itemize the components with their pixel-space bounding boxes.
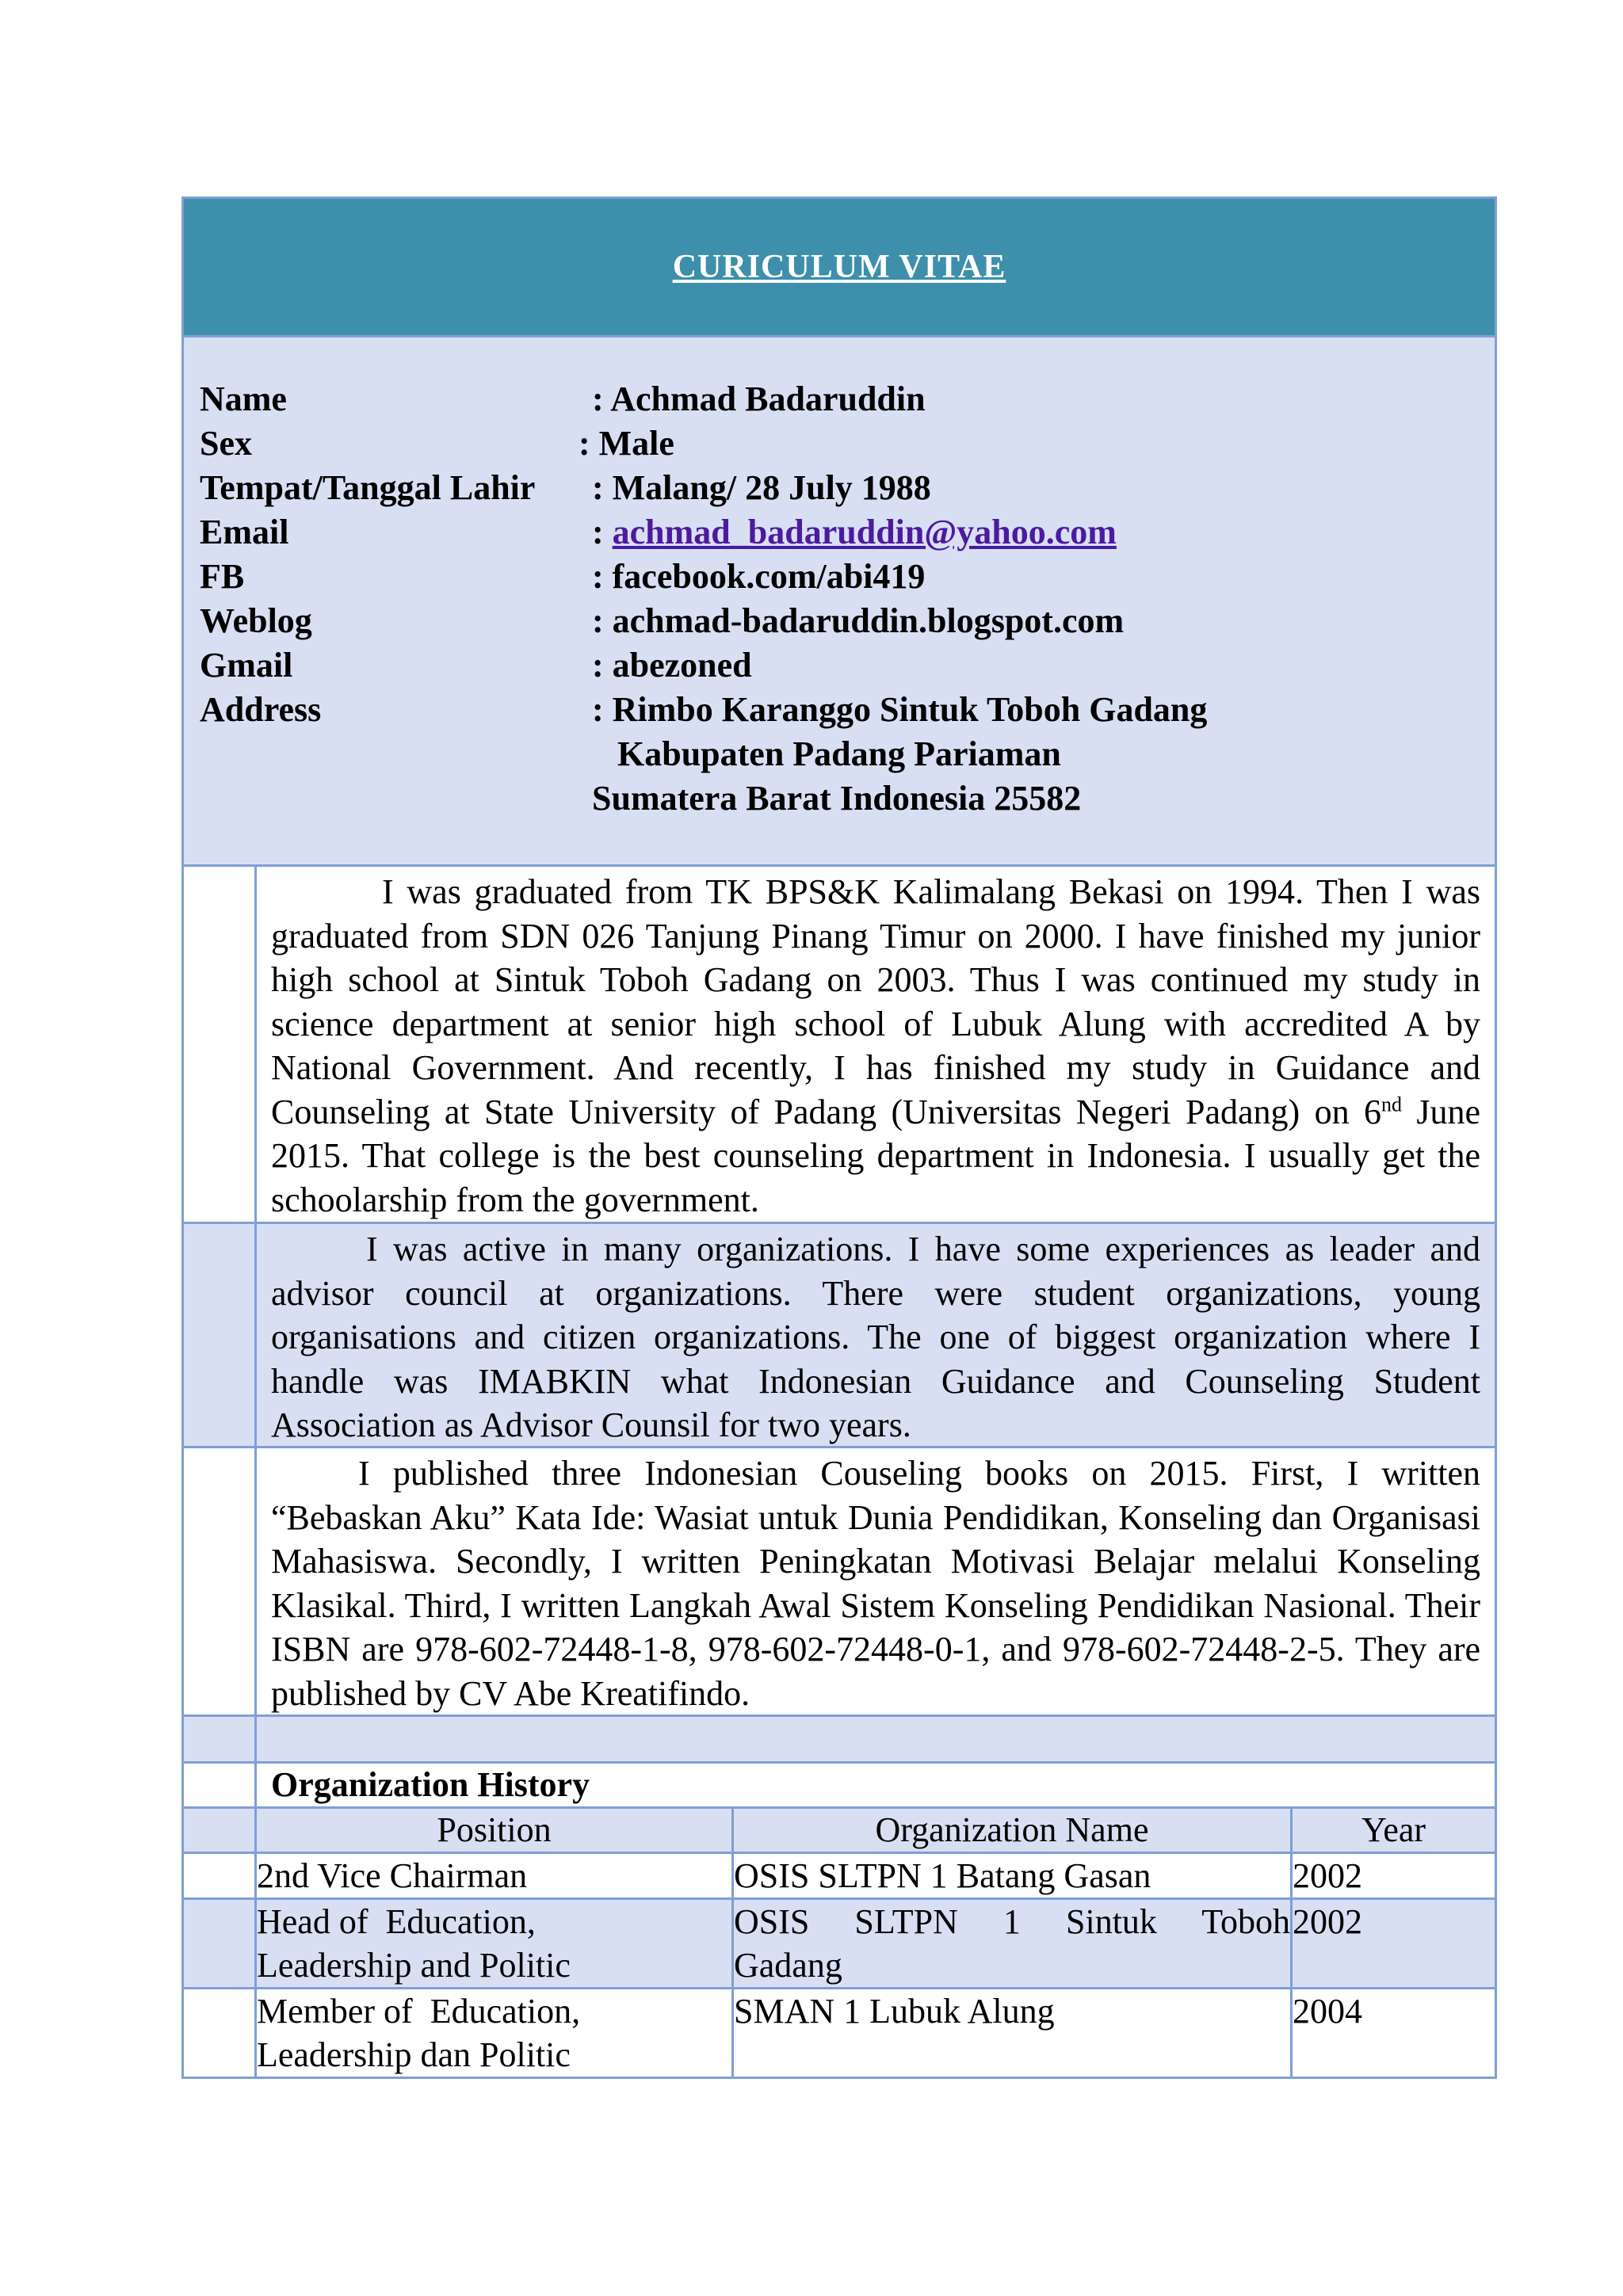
pi-gmail-row xyxy=(200,643,1495,688)
weblog-value: : achmad-badaruddin.blogspot.com xyxy=(592,601,1125,640)
pi-sex-row xyxy=(200,421,1495,466)
position-line-2: Leadership dan Politic xyxy=(257,2035,571,2074)
org-history-title: Organization History xyxy=(271,1765,590,1804)
gmail-value: : abezoned xyxy=(592,646,752,685)
org-history-title-cell xyxy=(256,1763,1496,1808)
email-value-wrap xyxy=(592,510,1117,555)
table-row xyxy=(183,1899,1496,1989)
cv-table xyxy=(181,196,1497,2079)
blank-cell xyxy=(183,866,256,1223)
gmail-label: Gmail xyxy=(200,646,293,685)
blank-cell xyxy=(183,1808,256,1853)
sex-value: : Male xyxy=(579,424,674,463)
year-cell: 2004 xyxy=(1292,1989,1496,2078)
position-header: Position xyxy=(256,1808,733,1853)
blank-cell xyxy=(183,1853,256,1899)
position-line-1: Member of Education, xyxy=(257,1992,581,2031)
organizations-text: I was active in many organizations. I have some experiences as leader and advisor council at organizations. There were student organizations, young organisations and citizen organizations. The one of biggest organization where I handle was IMABKIN what Indonesian Guidance and Counseling Student Association as Advisor Counsil for two years. xyxy=(271,1230,1481,1444)
email-link[interactable]: achmad_badaruddin@yahoo.com xyxy=(612,513,1117,551)
pi-name-row xyxy=(200,377,1495,421)
position-line-1: Head of Education, xyxy=(257,1902,536,1941)
blank-cell xyxy=(183,1899,256,1989)
pi-address-row xyxy=(200,688,1495,732)
birth-value: : Malang/ 28 July 1988 xyxy=(592,468,931,507)
organization-cell: SMAN 1 Lubuk Alung xyxy=(733,1989,1292,2078)
education-paragraph xyxy=(257,867,1495,1222)
organization-cell xyxy=(733,1899,1292,1989)
organization-line-1: OSIS SLTPN 1 Sintuk Toboh xyxy=(734,1902,1290,1941)
blank-cell xyxy=(183,1989,256,2078)
organizations-cell xyxy=(256,1223,1496,1447)
birth-label: Tempat/Tanggal Lahir xyxy=(200,468,536,507)
year-cell: 2002 xyxy=(1292,1853,1496,1899)
spacer-cell xyxy=(256,1716,1496,1763)
education-cell xyxy=(256,866,1496,1223)
address-value: : Rimbo Karanggo Sintuk Toboh Gadang xyxy=(592,690,1208,729)
position-cell: 2nd Vice Chairman xyxy=(256,1853,733,1899)
address-line-2: Kabupaten Padang Pariaman xyxy=(617,734,1061,773)
fb-value: : facebook.com/abi419 xyxy=(592,557,926,596)
email-prefix: : xyxy=(592,513,613,551)
table-row xyxy=(183,1989,1496,2078)
year-header: Year xyxy=(1292,1808,1496,1853)
address-label: Address xyxy=(200,690,322,729)
books-cell xyxy=(256,1447,1496,1716)
blank-cell xyxy=(183,1223,256,1447)
books-paragraph xyxy=(257,1448,1495,1714)
address-line-3: Sumatera Barat Indonesia 25582 xyxy=(592,779,1082,818)
books-text: I published three Indonesian Couseling books on 2015. First, I written “Bebaskan Aku” Kata Ide: Wasiat untuk Dunia Pendidikan, Konseling dan Organisasi Mahasiswa. Secondly, I written Peningkatan Motivasi Belajar melalui Konseling Klasikal. Third, I written Langkah Awal Sistem Konseling Pendidikan Nasional. Their ISBN are 978-602-72448-1-8, 978-602-72448-0-1, and 978-602-72448-2-5. They are published by CV Abe Kreatifindo. xyxy=(271,1454,1481,1713)
year-cell: 2002 xyxy=(1292,1899,1496,1989)
position-line-2: Leadership and Politic xyxy=(257,1946,571,1985)
blank-cell xyxy=(183,1716,256,1763)
organizations-paragraph xyxy=(257,1224,1495,1446)
pi-fb-row xyxy=(200,555,1495,599)
cv-header xyxy=(183,198,1496,337)
weblog-label: Weblog xyxy=(200,601,312,640)
blank-cell xyxy=(183,1763,256,1808)
pi-email-row xyxy=(200,510,1495,555)
position-cell xyxy=(256,1989,733,2078)
table-row xyxy=(183,1853,1496,1899)
education-text-b: June 2015. That college is the best counseling department in Indonesia. I usually get the schoolarship from the government. xyxy=(271,1092,1481,1219)
education-sup: nd xyxy=(1381,1092,1402,1116)
education-text-a: I was graduated from TK BPS&K Kalimalang Bekasi on 1994. Then I was graduated from SDN 026 Tanjung Pinang Timur on 2000. I have finished my junior high school at Sintuk Toboh Gadang on 2003. Thus I was continued my study in science department at senior high school of Lubuk Alung with accredited A by National Government. And recently, I has finished my study in Guidance and Counseling at State University of Padang (Universitas Negeri Padang) on 6 xyxy=(271,872,1481,1131)
cv-title: CURICULUM VITAE xyxy=(672,249,1006,285)
position-cell xyxy=(256,1899,733,1989)
blank-cell xyxy=(183,1447,256,1716)
organization-line-2: Gadang xyxy=(734,1946,842,1985)
pi-weblog-row xyxy=(200,599,1495,643)
email-label: Email xyxy=(200,513,289,551)
name-label: Name xyxy=(200,379,287,418)
organization-header: Organization Name xyxy=(733,1808,1292,1853)
personal-info xyxy=(183,337,1496,866)
name-value: : Achmad Badaruddin xyxy=(592,379,926,418)
pi-birth-row xyxy=(200,466,1495,510)
organization-cell: OSIS SLTPN 1 Batang Gasan xyxy=(733,1853,1292,1899)
sex-label: Sex xyxy=(200,424,252,463)
fb-label: FB xyxy=(200,557,245,596)
